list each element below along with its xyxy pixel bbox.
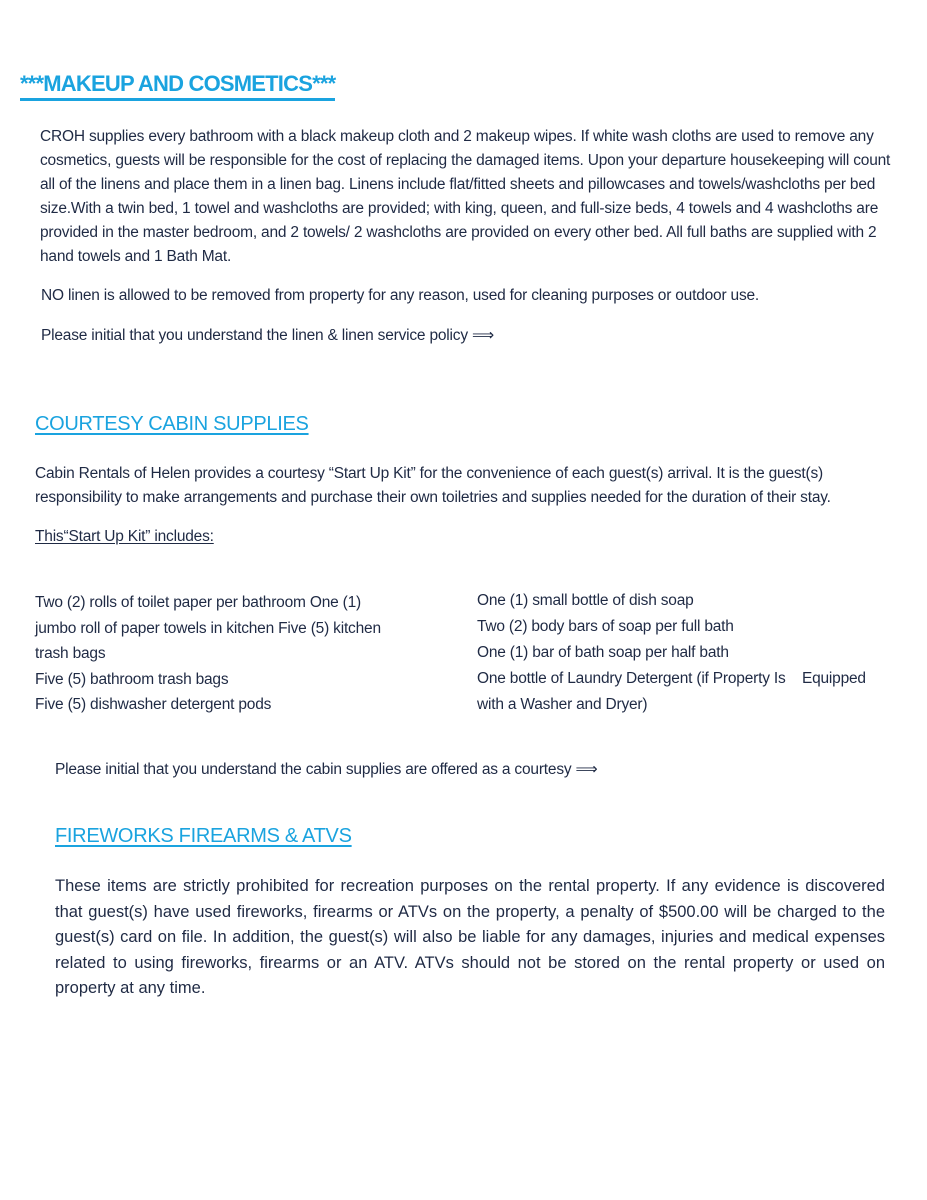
makeup-heading: ***MAKEUP AND COSMETICS***	[20, 70, 335, 101]
kit-item: One (1) small bottle of dish soap	[477, 592, 694, 609]
kit-items-left-column	[35, 590, 405, 718]
kit-items-right-column	[477, 588, 887, 718]
courtesy-heading: COURTESY CABIN SUPPLIES	[35, 413, 309, 435]
kit-item: Two (2) body bars of soap per full bath	[477, 618, 734, 635]
makeup-paragraph: CROH supplies every bathroom with a black makeup cloth and 2 makeup wipes. If white wash cloths are used to remove any cosmetics, guests will be responsible for the cost of replacing the damaged items. Upon your departure housekeeping will count all of the linens and place them in a linen bag. Linens include flat/fitted sheets and pillowcases and towels/washcloths per bed size.With a twin bed, 1 towel and washcloths are provided; with king, queen, and full-size beds, 4 towels and 4 washcloths are provided in the master bedroom, and 2 towels/ 2 washcloths are provided on every other bed. All full baths are supplied with 2 hand towels and 1 Bath Mat.	[40, 128, 891, 265]
kit-item: Two (2) rolls of toilet paper per bathroom One (1) jumbo roll of paper towels in kitchen Five (5) kitchen trash bags	[35, 594, 381, 662]
no-linen-statement: NO linen is allowed to be removed from property for any reason, used for cleaning purposes or outdoor use.	[41, 287, 760, 304]
kit-item: Five (5) dishwasher detergent pods	[35, 696, 272, 713]
courtesy-paragraph: Cabin Rentals of Helen provides a courtesy “Start Up Kit” for the convenience of each guest(s) arrival. It is the guest(s) responsibility to make arrangements and purchase their own toiletries and supplies needed for the duration of their stay.	[35, 465, 831, 506]
linen-initial-prompt: Please initial that you understand the linen & linen service policy ⟹	[41, 327, 495, 344]
kit-item: One (1) bar of bath soap per half bath	[477, 644, 729, 661]
kit-item: Five (5) bathroom trash bags	[35, 670, 229, 688]
start-up-kit-label: This“Start Up Kit” includes:	[35, 528, 214, 545]
fireworks-paragraph: These items are strictly prohibited for recreation purposes on the rental property. If any evidence is discovered that guest(s) have used fireworks, firearms or ATVs on the property, a penalty of $500.00 will be charged to the guest(s) card on file. In addition, the guest(s) will also be liable for any damages, injuries and medical expenses related to using fireworks, firearms or an ATV. ATVs should not be stored on the rental property or used on property at any time.	[55, 877, 885, 997]
fireworks-heading: FIREWORKS FIREARMS & ATVS	[55, 825, 352, 847]
supplies-initial-prompt: Please initial that you understand the cabin supplies are offered as a courtesy ⟹	[55, 761, 598, 778]
kit-item: One bottle of Laundry Detergent (if Property Is Equipped with a Washer and Dryer)	[477, 670, 870, 713]
